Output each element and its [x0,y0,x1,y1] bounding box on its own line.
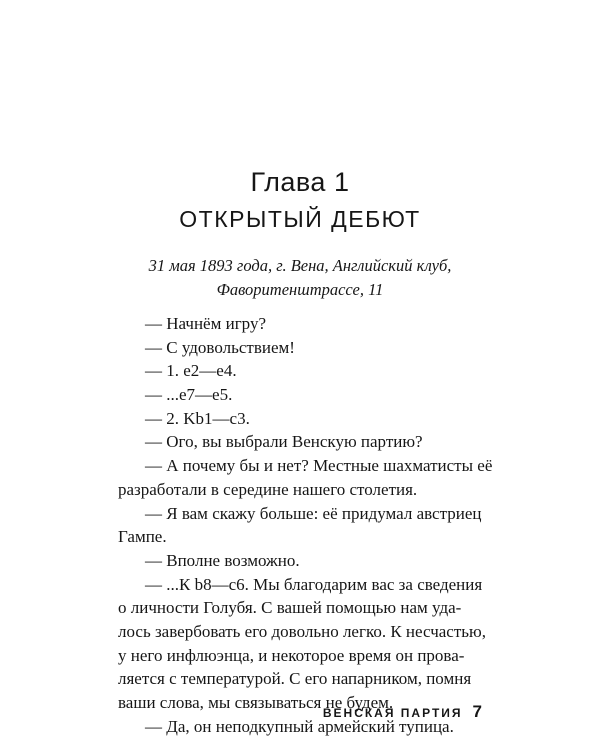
epigraph-line: 31 мая 1893 года, г. Вена, Английский клуб, [148,256,452,275]
epigraph [0,254,600,302]
text-line: — С удовольствием! [145,337,295,357]
text-line: — Я вам скажу больше: её придумал австриец [145,503,482,523]
chapter-title: ОТКРЫТЫЙ ДЕБЮТ [179,206,421,232]
text-line: — 1. e2—e4. [145,361,237,381]
text-line: лось завербовать его довольно легко. К несчастью, [118,621,486,641]
text-line: — Да, он неподкупный армейский тупица. [145,716,454,736]
body-text [118,312,493,738]
page-number: 7 [472,702,482,721]
text-line: — 2. Kb1—c3. [145,408,250,428]
page-footer [323,702,482,722]
epigraph-line: Фаворитенштрассе, 11 [216,280,384,299]
text-line: у него инфлюэнца, и некоторое время он прова- [118,645,465,665]
text-line: — ...К b8—c6. Мы благодарим вас за сведения [145,574,483,594]
text-line: Гампе. [118,527,167,547]
running-title: ВЕНСКАЯ ПАРТИЯ [322,706,463,720]
text-line: — А почему бы и нет? Местные шахматисты её [145,456,493,476]
text-line: — Ого, вы выбрали Венскую партию? [145,432,423,452]
text-line: — Начнём игру? [145,314,266,333]
text-line: разработали в середине нашего столетия. [118,479,418,499]
text-line: о личности Голубя. С вашей помощью нам уда- [118,598,462,618]
text-line: — Вполне возможно. [145,550,300,570]
text-line: ляется с температурой. С его напарником, помня [118,669,472,689]
chapter-number: Глава 1 [250,167,350,197]
text-line: ваши слова, мы связываться не будем. [118,693,394,712]
text-line: — ...e7—e5. [145,385,233,405]
